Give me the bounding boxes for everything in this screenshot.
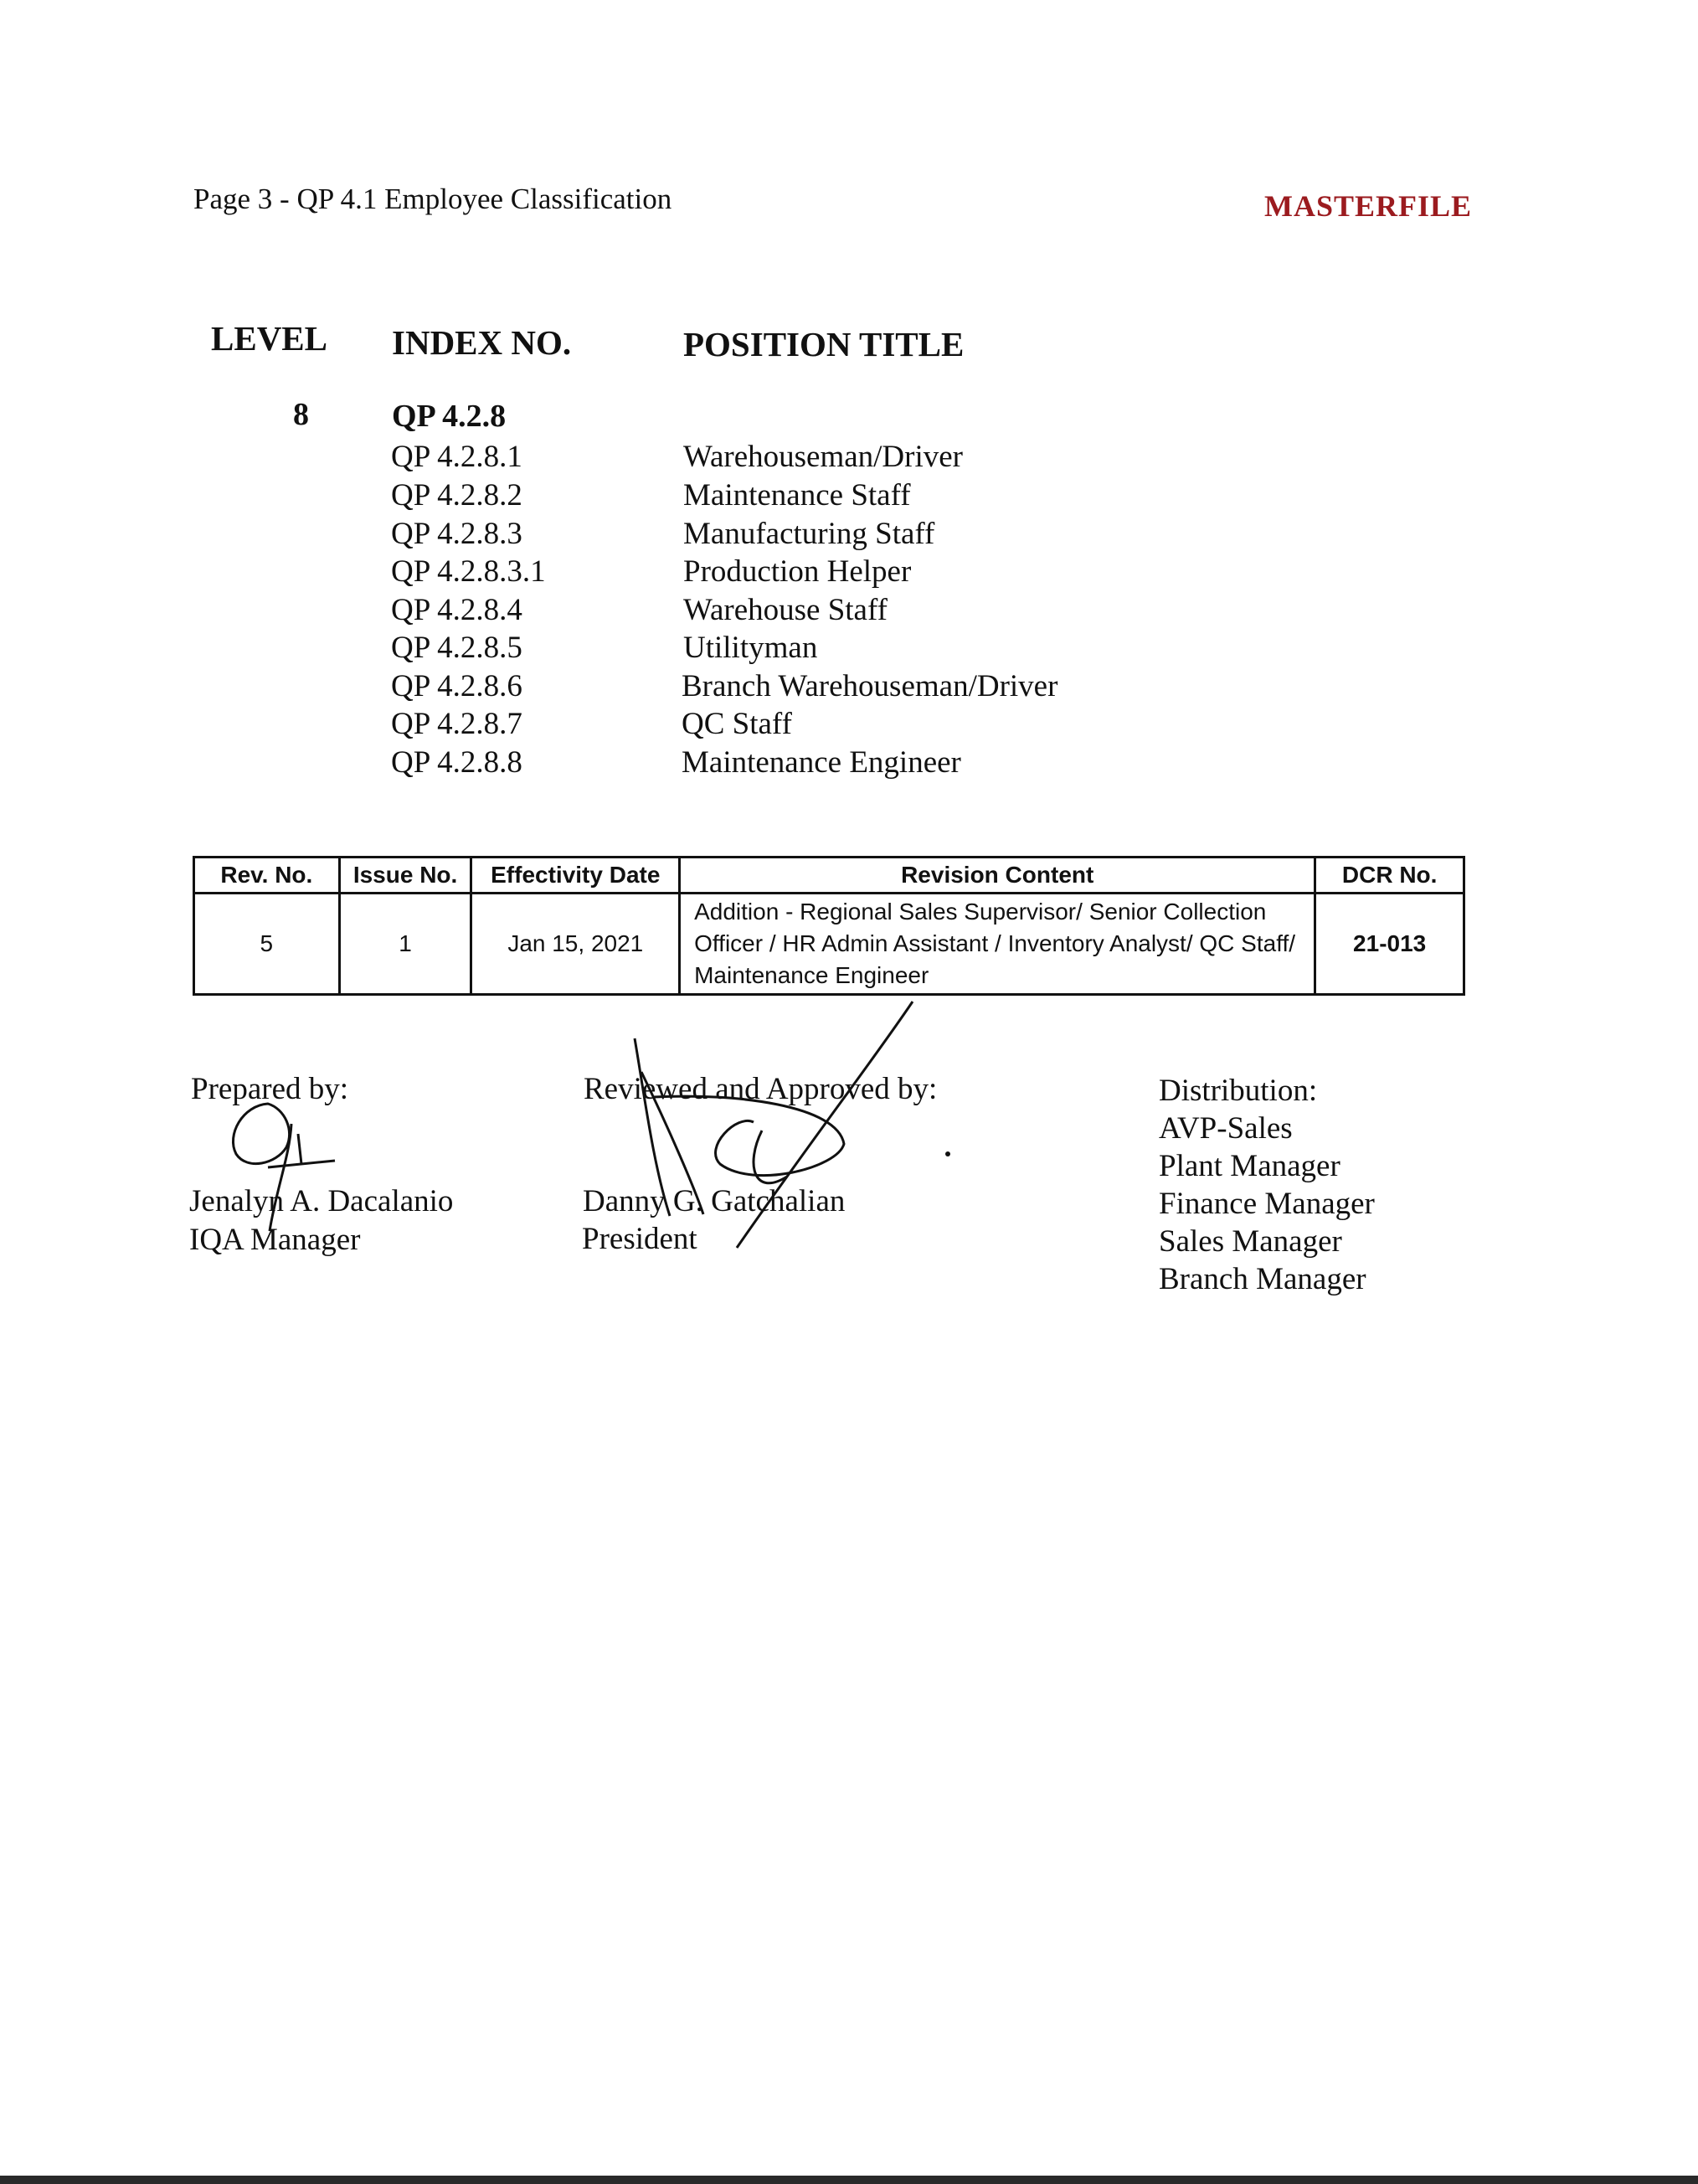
scan-edge-divider xyxy=(0,2176,1698,2184)
list-item: Sales Manager xyxy=(1159,1224,1342,1259)
list-item: AVP-Sales xyxy=(1159,1111,1293,1146)
position-index: QP 4.2.8.3 xyxy=(391,517,522,551)
dcr-no-cell: 21-013 xyxy=(1315,894,1464,995)
distribution-label: Distribution: xyxy=(1159,1074,1318,1108)
level-column-heading: LEVEL xyxy=(211,319,327,358)
position-index: QP 4.2.8.7 xyxy=(391,707,522,741)
position-title-column-heading: POSITION TITLE xyxy=(683,325,965,363)
issue-no-cell: 1 xyxy=(339,894,471,995)
distribution-block xyxy=(1159,1072,1375,1298)
preparer-signature-icon xyxy=(218,1097,352,1239)
reviewer-name: Danny G. Gatchalian xyxy=(583,1184,846,1218)
position-title: QC Staff xyxy=(682,707,792,741)
position-title: Manufacturing Staff xyxy=(683,517,935,551)
effectivity-date-cell: Jan 15, 2021 xyxy=(471,894,680,995)
level-group-index: QP 4.2.8 xyxy=(392,399,507,434)
position-title: Maintenance Staff xyxy=(683,478,911,513)
revision-content-cell: Addition - Regional Sales Supervisor/ Senior Collection Officer / HR Admin Assistant / Inventory Analyst/ QC Staff/ Maintenance Engineer xyxy=(680,894,1315,995)
position-index: QP 4.2.8.5 xyxy=(391,631,522,665)
position-index: QP 4.2.8.2 xyxy=(391,478,522,513)
position-index: QP 4.2.8.8 xyxy=(391,745,522,780)
rev-no-header: Rev. No. xyxy=(194,858,340,894)
preparer-role: IQA Manager xyxy=(189,1223,361,1257)
level-value: 8 xyxy=(293,397,309,432)
rev-no-cell: 5 xyxy=(194,894,340,995)
position-index: QP 4.2.8.6 xyxy=(391,669,522,703)
masterfile-stamp: MASTERFILE xyxy=(1264,189,1473,223)
position-index: QP 4.2.8.3.1 xyxy=(391,554,546,589)
list-item: Finance Manager xyxy=(1159,1187,1375,1221)
preparer-name: Jenalyn A. Dacalanio xyxy=(189,1184,454,1218)
page-label: Page 3 - QP 4.1 Employee Classification xyxy=(193,183,672,215)
position-index: QP 4.2.8.1 xyxy=(391,440,522,474)
dcr-no-header: DCR No. xyxy=(1315,858,1464,894)
position-title: Production Helper xyxy=(683,554,912,589)
reviewer-signature-icon xyxy=(620,997,954,1265)
revision-table xyxy=(193,856,1465,996)
position-title: Warehouse Staff xyxy=(683,593,888,627)
position-title: Warehouseman/Driver xyxy=(683,440,963,474)
revision-content-header: Revision Content xyxy=(680,858,1315,894)
effectivity-date-header: Effectivity Date xyxy=(471,858,680,894)
list-item: Plant Manager xyxy=(1159,1149,1340,1183)
index-column-heading: INDEX NO. xyxy=(392,323,572,362)
position-title: Branch Warehouseman/Driver xyxy=(682,669,1058,703)
revision-table-header-row xyxy=(194,858,1464,894)
issue-no-header: Issue No. xyxy=(339,858,471,894)
reviewer-role: President xyxy=(582,1222,697,1256)
position-title: Utilityman xyxy=(683,631,818,665)
position-title: Maintenance Engineer xyxy=(682,745,961,780)
position-index: QP 4.2.8.4 xyxy=(391,593,522,627)
list-item: Branch Manager xyxy=(1159,1262,1366,1296)
table-row xyxy=(194,894,1464,995)
prepared-by-label: Prepared by: xyxy=(191,1072,349,1106)
reviewed-by-label: Reviewed and Approved by: xyxy=(584,1072,938,1106)
